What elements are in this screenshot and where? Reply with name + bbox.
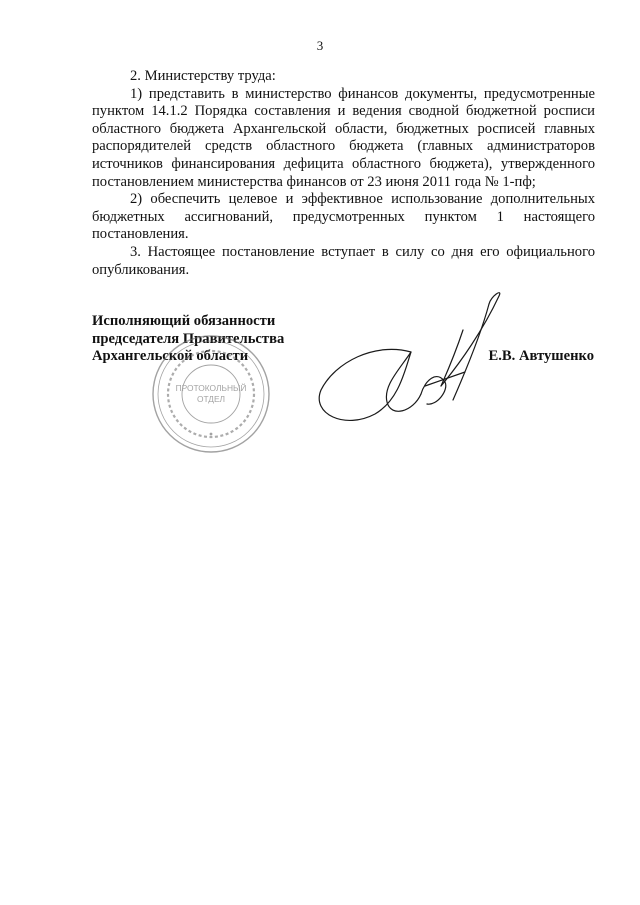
signatory-title-line: Архангельской области [92, 348, 249, 365]
stamp-text-line2: ОТДЕЛ [196, 394, 226, 404]
document-body [92, 68, 595, 279]
signatory-title-line: Исполняющий обязанности [92, 313, 276, 329]
paragraph-item-2: 2. Министерству труда: [130, 68, 276, 84]
paragraph-item-3: 3. Настоящее постановление вступает в силу со дня его официального опубликования. [92, 243, 595, 278]
page-number: 3 [316, 38, 324, 53]
handwritten-signature [313, 290, 513, 440]
official-stamp [150, 333, 272, 455]
signatory-title-line: председателя Правительства [92, 330, 285, 347]
stamp-text-line1: ПРОТОКОЛЬНЫЙ [175, 383, 247, 393]
paragraph-subitem-1: 1) представить в министерство финансов документы, предусмотренные пунктом 14.1.2 Порядка составления и ведения сводной бюджетной росписи областного бюджета Архангельской области, бюджетных росписей главных распорядителей средств областного бюджета (главных администраторов источников финансирования дефицита областного бюджета), утвержденного постановлением министерства финансов от 23 июня 2011 года № 1-пф; [92, 85, 595, 190]
signatory-name: Е.В. Автушенко [488, 348, 594, 364]
paragraph-subitem-2: 2) обеспечить целевое и эффективное использование дополнительных бюджетных ассигнований, предусмотренных пунктом 1 настоящего постановления. [92, 191, 595, 243]
